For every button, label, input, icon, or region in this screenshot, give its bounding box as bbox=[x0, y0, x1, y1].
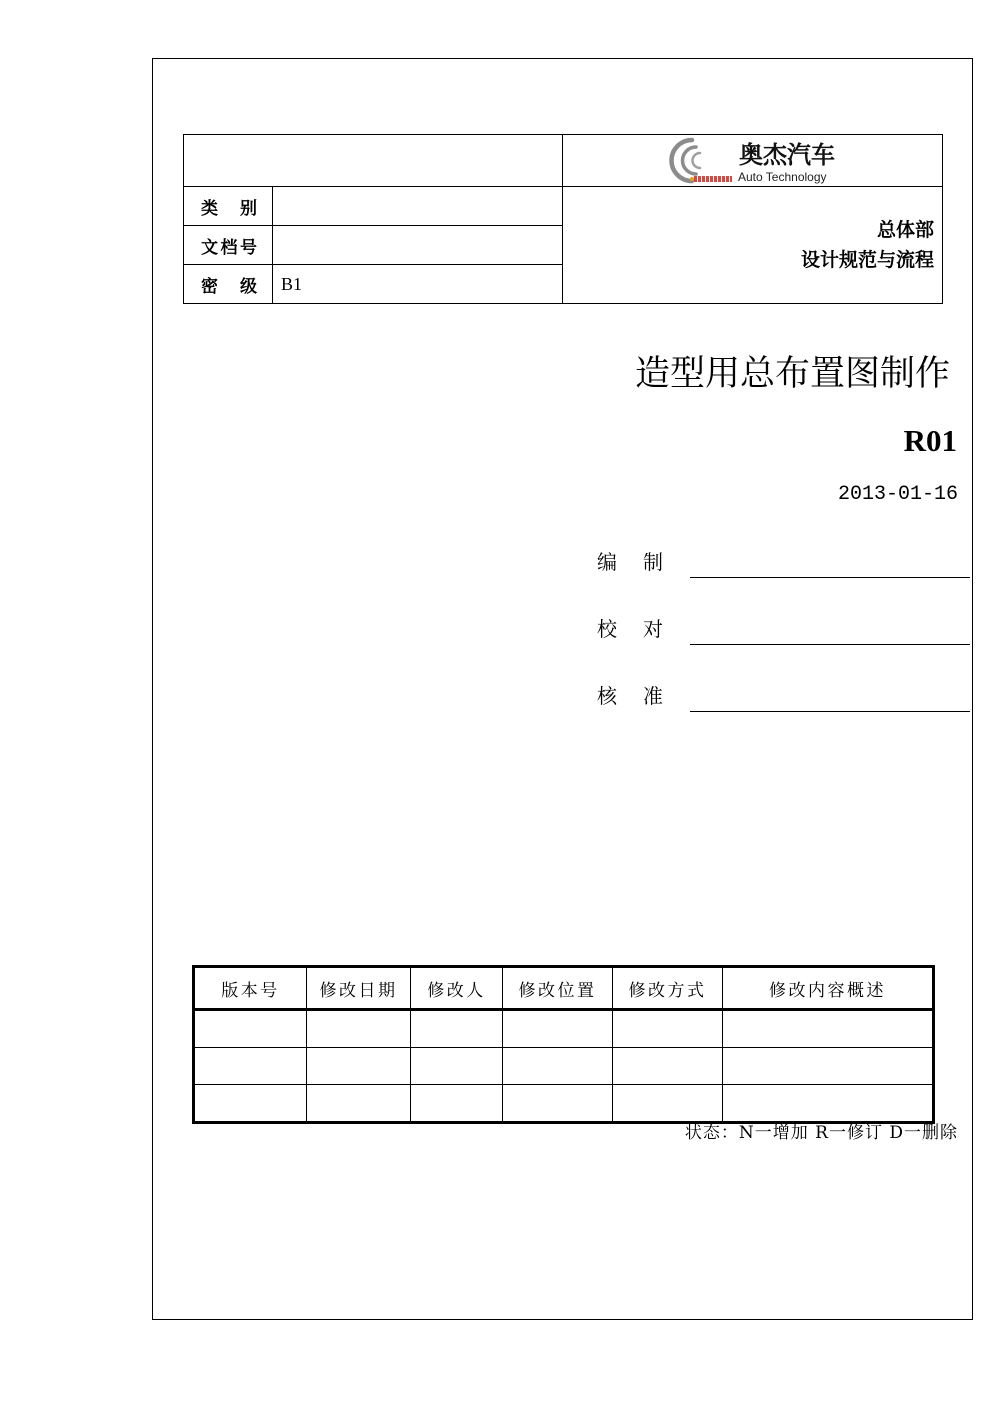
revision-history-table bbox=[192, 965, 935, 1124]
table-row bbox=[194, 1048, 934, 1085]
table-cell bbox=[411, 1048, 503, 1085]
table-cell bbox=[194, 1010, 307, 1048]
table-cell bbox=[503, 1048, 613, 1085]
signoff-line-approved bbox=[690, 711, 970, 712]
table-cell bbox=[613, 1085, 723, 1123]
revision-code: R01 bbox=[903, 423, 957, 458]
column-header-author: 修改人 bbox=[411, 967, 503, 1010]
table-row bbox=[194, 1085, 934, 1123]
column-header-method: 修改方式 bbox=[613, 967, 723, 1010]
logo-cell bbox=[563, 135, 943, 187]
company-logo bbox=[563, 135, 942, 186]
signoff-label-checked: 校 对 bbox=[597, 617, 663, 641]
document-title: 造型用总布置图制作 bbox=[634, 354, 950, 394]
column-header-date: 修改日期 bbox=[307, 967, 411, 1010]
table-row bbox=[194, 1010, 934, 1048]
field-label-cell bbox=[184, 265, 273, 304]
table-cell bbox=[723, 1085, 934, 1123]
table-cell bbox=[723, 1048, 934, 1085]
table-cell bbox=[307, 1085, 411, 1123]
table-cell bbox=[503, 1010, 613, 1048]
header-table bbox=[183, 134, 943, 304]
field-label-category: 类 别 bbox=[201, 198, 257, 219]
status-legend: 状态：N一增加 R一修订 D一删除 bbox=[684, 1123, 958, 1143]
table-cell bbox=[307, 1010, 411, 1048]
logo-tagline-mark bbox=[694, 176, 732, 182]
column-header-summary: 修改内容概述 bbox=[723, 967, 934, 1010]
signoff-label-approved: 核 准 bbox=[597, 684, 663, 708]
column-header-location: 修改位置 bbox=[503, 967, 613, 1010]
field-label-doc-number: 文档号 bbox=[201, 237, 257, 258]
field-value-security-level: B1 bbox=[273, 265, 563, 304]
field-label-security-level: 密 级 bbox=[201, 276, 257, 297]
table-cell bbox=[411, 1010, 503, 1048]
signoff-line-checked bbox=[690, 644, 970, 645]
field-label-cell bbox=[184, 226, 273, 265]
table-cell bbox=[613, 1010, 723, 1048]
table-cell bbox=[613, 1048, 723, 1085]
table-cell bbox=[411, 1085, 503, 1123]
header-blank-cell bbox=[184, 135, 563, 187]
table-cell bbox=[503, 1085, 613, 1123]
table-cell bbox=[194, 1085, 307, 1123]
document-category: 设计规范与流程 bbox=[800, 249, 934, 271]
field-value-category bbox=[273, 187, 563, 226]
logo-name-cn: 奥杰汽车 bbox=[739, 141, 835, 169]
signoff-label-compiled: 编 制 bbox=[597, 550, 663, 574]
logo-name-en: Auto Technology bbox=[738, 170, 827, 184]
field-label-cell bbox=[184, 187, 273, 226]
department-cell bbox=[563, 187, 943, 304]
table-cell bbox=[307, 1048, 411, 1085]
field-value-doc-number bbox=[273, 226, 563, 265]
signoff-line-compiled bbox=[690, 577, 970, 578]
table-cell bbox=[194, 1048, 307, 1085]
document-date: 2013-01-16 bbox=[837, 483, 958, 506]
table-cell bbox=[723, 1010, 934, 1048]
department-name: 总体部 bbox=[876, 219, 934, 241]
column-header-version: 版本号 bbox=[194, 967, 307, 1010]
